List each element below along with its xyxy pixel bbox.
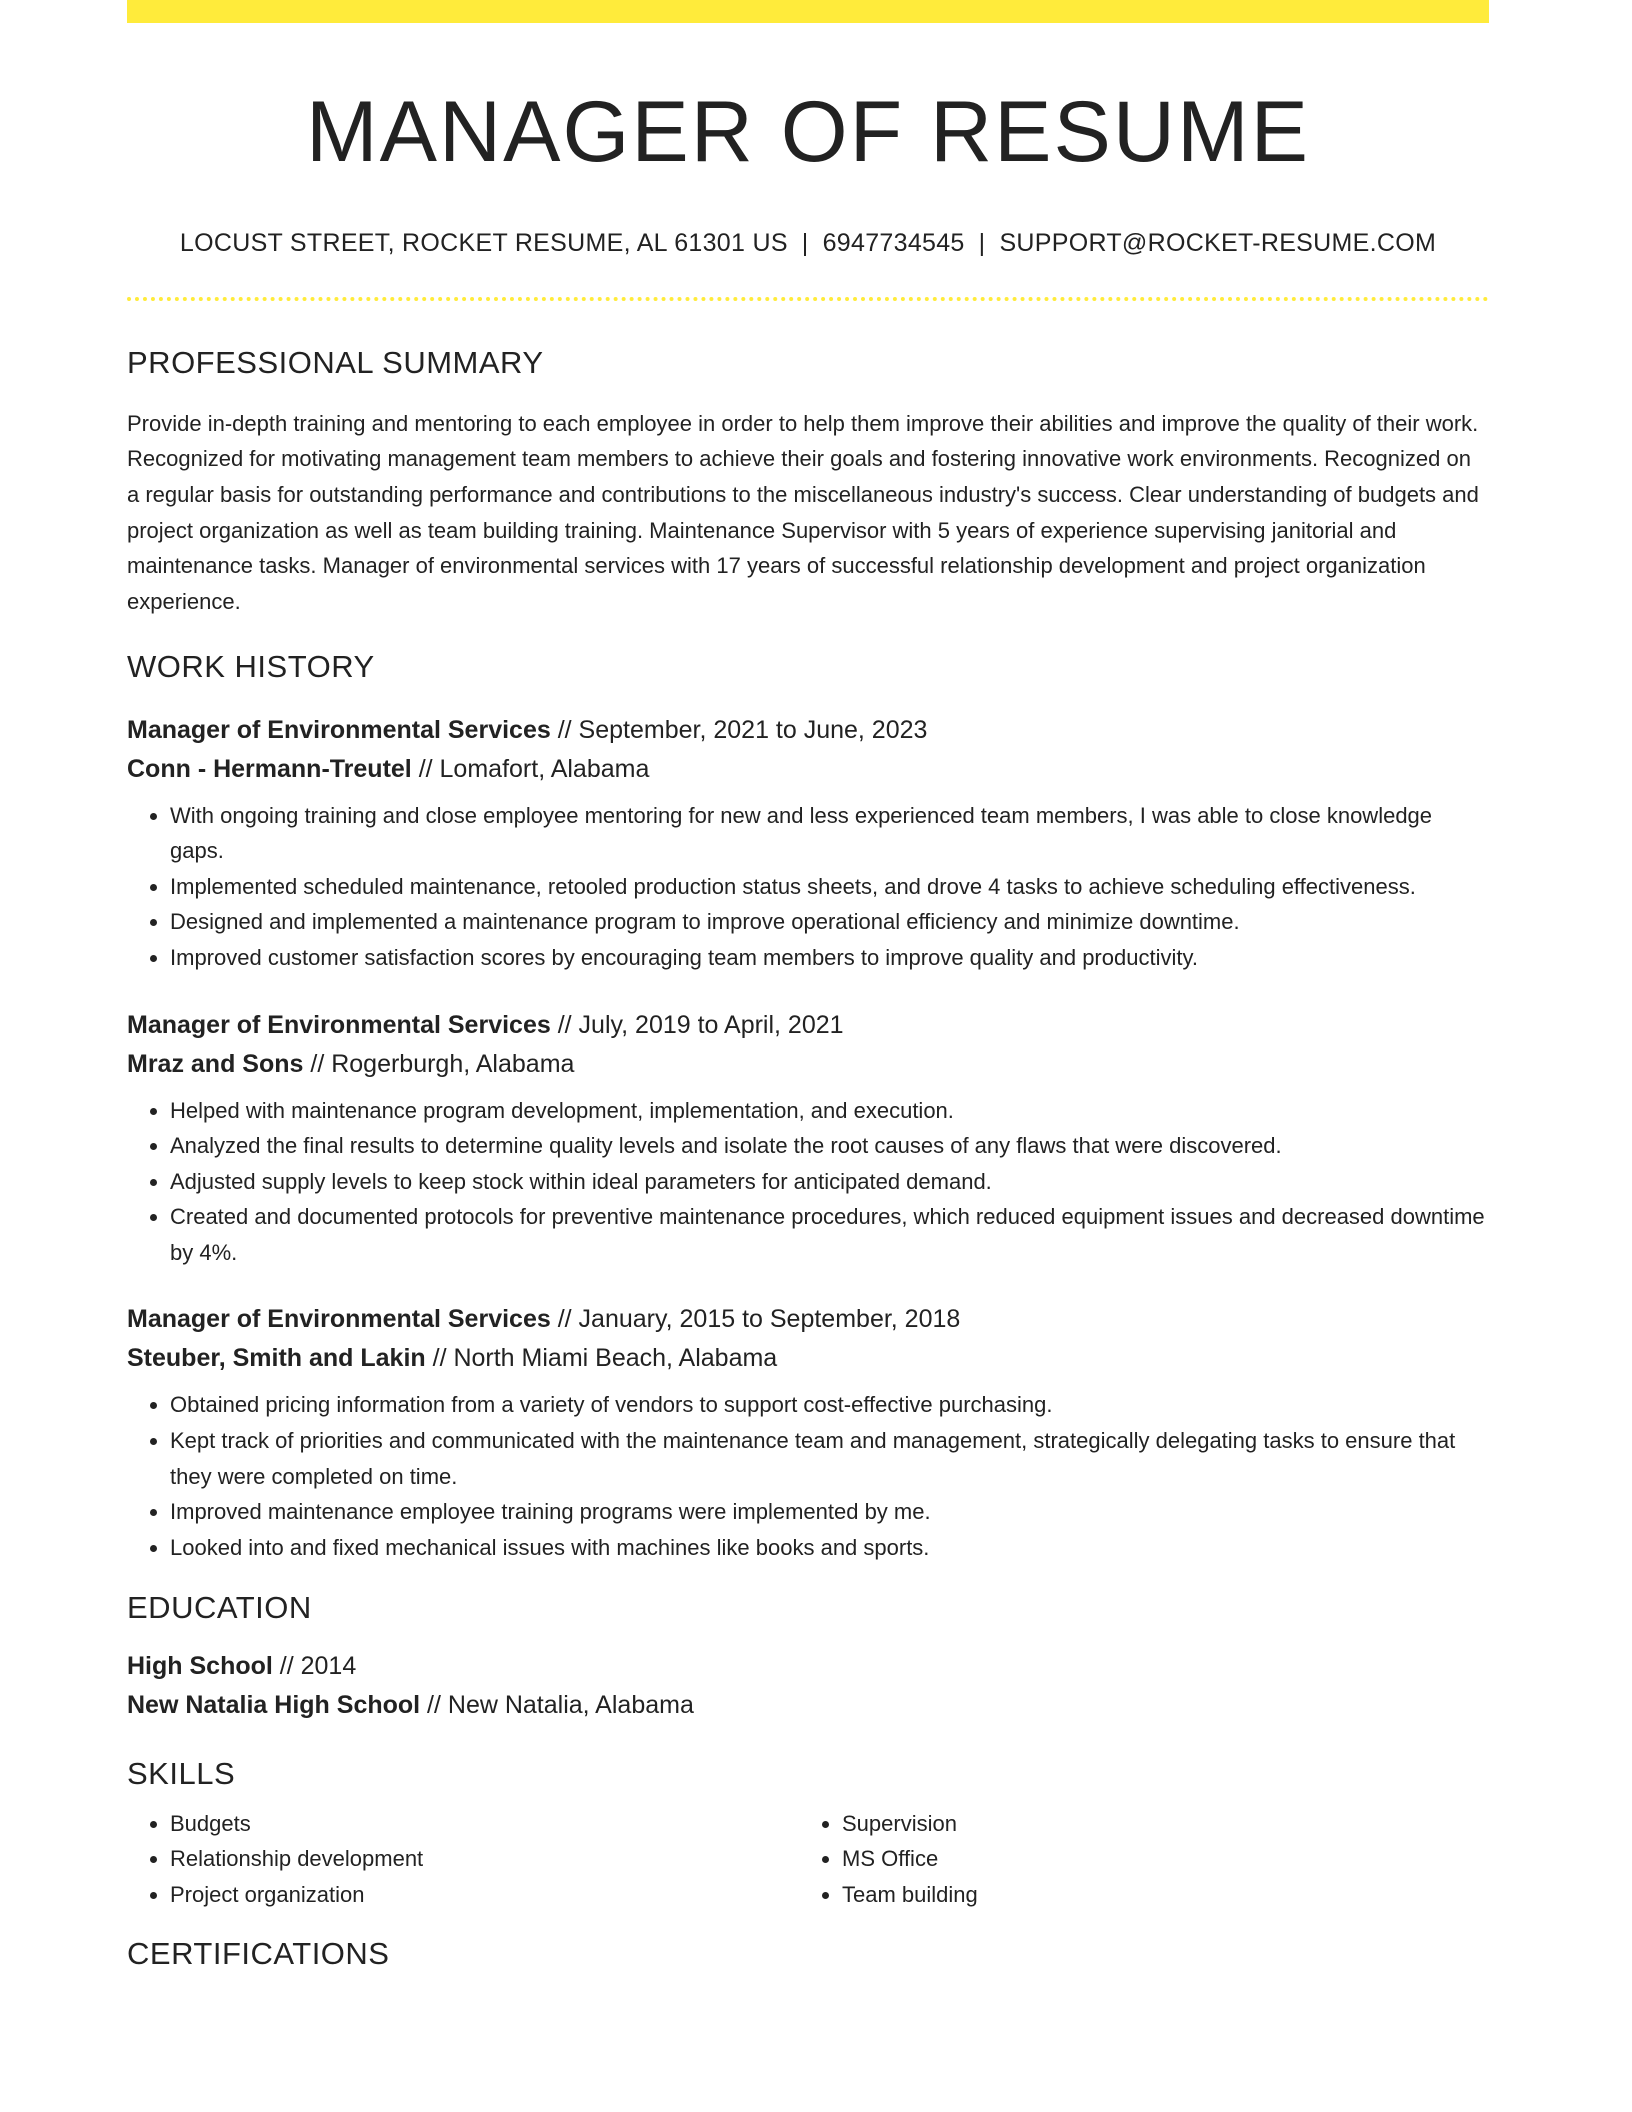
- job-company: Mraz and Sons: [127, 1049, 304, 1078]
- job-title-line: [127, 711, 1489, 750]
- top-accent-bar: [127, 0, 1489, 23]
- job-bullet: • Designed and implemented a maintenance program to improve operational efficiency and minimize downtime.: [170, 904, 1489, 940]
- contact-address: LOCUST STREET, ROCKET RESUME, AL 61301 US: [179, 228, 788, 257]
- education-degree: High School: [127, 1651, 273, 1680]
- job-bullet-list: [127, 798, 1489, 976]
- job-location: // Lomafort, Alabama: [411, 754, 650, 783]
- job-bullet-list: [127, 1093, 1489, 1271]
- job-company-line: [127, 1339, 1489, 1378]
- skill-item: • Project organization: [170, 1877, 799, 1913]
- job-title: Manager of Environmental Services: [127, 1305, 551, 1334]
- job-bullet: • Helped with maintenance program development, implementation, and execution.: [170, 1093, 1489, 1129]
- section-title-certifications: CERTIFICATIONS: [127, 1935, 390, 1971]
- section-title-work-history: WORK HISTORY: [127, 649, 375, 685]
- education-year: // 2014: [272, 1651, 357, 1680]
- section-title-skills: SKILLS: [127, 1755, 236, 1791]
- education-entry: [127, 1647, 1489, 1725]
- job-bullet: • Adjusted supply levels to keep stock within ideal parameters for anticipated demand.: [170, 1164, 1489, 1200]
- job-bullet: • Created and documented protocols for preventive maintenance procedures, which reduced equipment issues and decreased downtime by 4%.: [170, 1199, 1489, 1270]
- job-bullet: • Obtained pricing information from a variety of vendors to support cost-effective purchasing.: [170, 1387, 1489, 1423]
- education-school: New Natalia High School: [127, 1690, 421, 1719]
- skills-columns: [127, 1806, 1489, 1913]
- education-degree-line: [127, 1647, 1489, 1686]
- job-bullet: • Kept track of priorities and communicated with the maintenance team and management, strategically delegating tasks to ensure that they were completed on time.: [170, 1423, 1489, 1494]
- skills-list-left: [127, 1806, 799, 1913]
- job-bullet: • Implemented scheduled maintenance, retooled production status sheets, and drove 4 tasks to achieve scheduling effectiveness.: [170, 869, 1489, 905]
- education-location: // New Natalia, Alabama: [420, 1690, 694, 1719]
- contact-line: [127, 229, 1489, 258]
- contact-phone: 6947734545: [822, 228, 965, 257]
- contact-separator: |: [801, 228, 809, 257]
- job-title-line: [127, 1300, 1489, 1339]
- skill-item: • Team building: [842, 1877, 1442, 1913]
- job-company: Conn - Hermann-Treutel: [127, 754, 412, 783]
- header-divider: [127, 297, 1489, 301]
- section-title-education: EDUCATION: [127, 1590, 312, 1626]
- contact-email: SUPPORT@ROCKET-RESUME.COM: [999, 228, 1437, 257]
- job-bullet: • Looked into and fixed mechanical issues with machines like books and sports.: [170, 1530, 1489, 1566]
- job-title: Manager of Environmental Services: [127, 715, 551, 744]
- job-entry: [127, 1300, 1489, 1565]
- job-bullet-list: [127, 1387, 1489, 1565]
- job-dates: // January, 2015 to September, 2018: [550, 1305, 961, 1334]
- job-bullet: • Analyzed the final results to determine quality levels and isolate the root causes of any flaws that were discovered.: [170, 1128, 1489, 1164]
- job-title: Manager of Environmental Services: [127, 1010, 551, 1039]
- job-dates: // September, 2021 to June, 2023: [550, 715, 928, 744]
- skill-item: • Budgets: [170, 1806, 799, 1842]
- section-title-summary: PROFESSIONAL SUMMARY: [127, 344, 544, 380]
- skills-list-right: [799, 1806, 1442, 1913]
- skill-item: • Relationship development: [170, 1841, 799, 1877]
- job-title-line: [127, 1006, 1489, 1045]
- summary-paragraph: Provide in-depth training and mentoring to each employee in order to help them improve their abilities and improve the quality of their work. Recognized for motivating management team members to achieve their goals and fostering innovative work environments. Recognized on a regular basis for outstanding performance and contributions to the miscellaneous industry's success. Clear understanding of budgets and project organization as well as team building training. Maintenance Supervisor with 5 years of experience supervising janitorial and maintenance tasks. Manager of environmental services with 17 years of successful relationship development and project organization experience.: [127, 410, 1479, 614]
- job-company: Steuber, Smith and Lakin: [127, 1344, 426, 1373]
- skill-item: • MS Office: [842, 1841, 1442, 1877]
- job-entry: [127, 1006, 1489, 1271]
- skill-item: • Supervision: [842, 1806, 1442, 1842]
- education-school-line: [127, 1686, 1489, 1725]
- job-dates: // July, 2019 to April, 2021: [550, 1010, 844, 1039]
- job-bullet: • Improved maintenance employee training programs were implemented by me.: [170, 1494, 1489, 1530]
- contact-separator: |: [978, 228, 986, 257]
- resume-name: MANAGER OF RESUME: [306, 84, 1310, 180]
- job-location: // North Miami Beach, Alabama: [425, 1344, 778, 1373]
- job-bullet: • Improved customer satisfaction scores by encouraging team members to improve quality and productivity.: [170, 940, 1489, 976]
- job-entry: [127, 711, 1489, 976]
- job-company-line: [127, 750, 1489, 789]
- job-location: // Rogerburgh, Alabama: [303, 1049, 575, 1078]
- job-company-line: [127, 1045, 1489, 1084]
- resume-page: [127, 0, 1489, 1972]
- job-bullet: • With ongoing training and close employee mentoring for new and less experienced team members, I was able to close knowledge gaps.: [170, 798, 1489, 869]
